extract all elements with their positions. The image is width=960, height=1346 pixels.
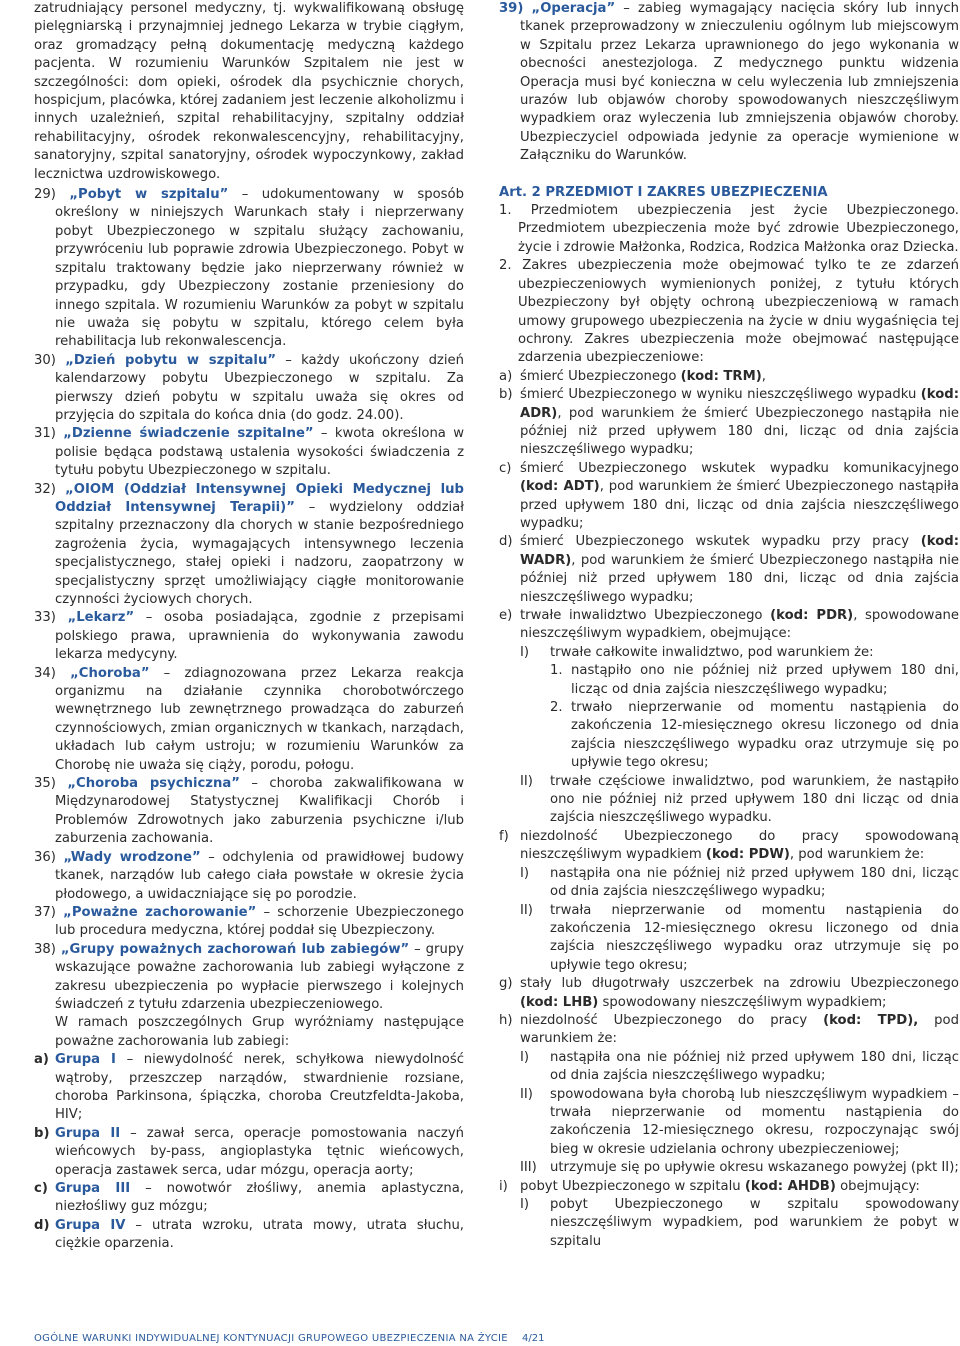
sub-label: I) [520,1197,530,1212]
def-term: „Operacja” [531,1,616,16]
sub-text: trwałe całkowite inwalidztwo, pod warunkiem że: [550,644,874,660]
item-text: stały lub długotrwały uszczerbek na zdrowiu Ubezpieczonego [520,976,959,992]
item-code: (kod: PDW) [705,847,790,863]
def-number: 29) [34,187,56,203]
def-term: „Lekarz” [67,610,135,626]
section-title: Art. 2 PRZEDMIOT I ZAKRES UBEZPIECZENIA [499,184,828,200]
sub-label: 2. [550,700,563,716]
group-label: c) [34,1181,48,1196]
right-column [499,0,959,1251]
item-text-post: obejmujący: [835,1178,920,1194]
def-text: – zdiagnozowana przez Lekarza reakcja organizmu na działanie czynnika chorobotwórczego wewnętrznego lub zewnętrznego prowadząca do zaburzeń czynnościowych, zmian organicznych w tkankach, narządach, układach lub całym ustroju; w rozumieniu Warunków za Chorobę nie uważa się ciąży, porodu, połogu. [55,665,464,773]
item-i [499,1178,959,1196]
def-term: „Wady wrodzone” [63,849,201,865]
item-label: a) [499,368,513,384]
item-label: d) [499,534,513,550]
definition-36 [34,849,464,904]
item-text-post: , pod warunkiem że śmierć Ubezpieczonego nastąpiła przed upływem 180 dni, licząc od dnia zajścia nieszczęśliwego wypadku; [520,479,959,531]
footer-title: OGÓLNE WARUNKI INDYWIDUALNEJ KONTYNUACJI GRUPOWEGO UBEZPIECZENIA NA ŻYCIE [34,1333,508,1344]
item-h-sub-3 [499,1159,959,1177]
def-text: – choroba zakwalifikowana w Międzynarodowej Statystycznej Kwalifikacji Chorób i Problemów Zdrowotnych jako zaburzenia psychiczne i/lub zaburzenia zachowania. [55,776,464,847]
intro-paragraph: zatrudniający personel medyczny, tj. wykwalifikowaną obsługę pielęgniarską i przynajmniej jednego Lekarza w trybie ciągłym, oraz gromadzący pełną dokumentację medyczną każdego pacjenta. W rozumieniu Warunków Szpitalem nie jest w szczególności: dom opieki, ośrodek dla psychicznie chorych, hospicjum, placówka, której zadaniem jest leczenie alkoholizmu i innych uzależnień, szpital rehabilitacyjny, szpitalny oddział rehabilitacyjny, ośrodek rekonwalescencyjny, rehabilitacyjny, sanatoryjny, szpital sanatoryjny, ośrodek wypoczynkowy, zakład lecznictwa uzdrowiskowego. [34,1,464,182]
paragraph-2 [499,257,959,367]
group-name: Grupa II [55,1125,121,1141]
def-term: „Choroba” [70,665,150,681]
item-f-sub-1 [499,865,959,902]
group-name: Grupa III [55,1181,131,1196]
item-code: (kod: ADR) [520,387,959,421]
item-text: niezdolność Ubezpieczonego do pracy [520,1012,824,1028]
def-text: – każdy ukończony dzień kalendarzowy pobytu Ubezpieczonego w szpitalu. Za pierwszy dzień pobytu w szpitalu uważa się okres od przyjęcia do szpitala do końca dnia (do godz. 24.00). [55,352,464,423]
item-label: f) [499,828,509,844]
item-code: (kod: AHDB) [744,1178,836,1194]
def-number: 36) [34,849,56,865]
definition-32 [34,481,464,610]
def-number: 31) [34,426,56,442]
item-text: śmierć Ubezpieczonego wskutek wypadku przy pracy [520,534,921,550]
item-text-post: , pod warunkiem że śmierć Ubezpieczonego nastąpiła nie później niż przed upływem 180 dni, licząc od dnia zajścia nieszczęśliwego wypadku; [520,552,959,605]
item-e [499,607,959,644]
def-number: 37) [34,904,56,920]
item-text: niezdolność Ubezpieczonego do pracy spowodowaną nieszczęśliwym wypadkiem [520,828,959,863]
sub-text: utrzymuje się po upływie okresu wskazanego powyżej (pkt II); [550,1160,959,1176]
sub-text: pobyt Ubezpieczonego w szpitalu spowodowany nieszczęśliwym wypadkiem, pod warunkiem że pobyt w szpitalu [550,1197,959,1249]
def-number: 33) [34,610,56,626]
item-a [499,368,959,386]
def-text: – wydzielony oddział szpitalny przeznaczony dla chorych w stanie bezpośredniego zagrożenia życia, wymagających intensywnego leczenia specjalistycznego, stałej opieki i nadzoru, zaopatrzony w specjalistyczny sprzęt umożliwiający ciągłe monitorowanie czynności życiowych chorych. [55,499,464,607]
item-label: i) [499,1178,508,1194]
groups-intro: W ramach poszczególnych Grup wyróżniamy następujące poważne zachorowania lub zabiegi: [55,1015,464,1049]
def-text: – odchylenia od prawidłowej budowy tkanek, narządów lub całego ciała powstałe w okresie życia płodowego, a uwidaczniające się po porodzie. [55,849,464,902]
group-c [34,1180,464,1217]
item-label: g) [499,976,513,992]
group-name: Grupa I [55,1052,116,1068]
para-number: 2. [499,258,512,274]
def-number: 38) [34,941,56,957]
def-text: – schorzenie Ubezpieczonego lub procedura medyczna, której poddał się Ubezpieczony. [55,904,464,939]
definition-30 [34,352,464,426]
item-code: (kod: TRM) [680,368,762,384]
sub-text: nastąpiła ona nie później niż przed upływem 180 dni, licząc od dnia zajścia nieszczęśliwego wypadku; [550,1049,959,1084]
def-text: – osoba posiadająca, zgodnie z przepisami polskiego prawa, uprawnienia do wykonywania zawodu lekarza medycyny. [55,610,464,663]
group-a [34,1051,464,1125]
group-d [34,1217,464,1254]
item-f [499,828,959,865]
item-d [499,533,959,607]
sub-text: nastąpiła ona nie później niż przed upływem 180 dni, licząc od dnia zajścia nieszczęśliwego wypadku; [550,865,959,900]
left-column [34,0,464,1254]
sub-label: II) [520,1086,533,1102]
definition-31 [34,425,464,480]
sub-text: trwałe częściowe inwalidztwo, pod warunkiem, że nastąpiło ono nie później niż przed upływem 180 dni licząc od dnia zajścia nieszczęśliwego wypadku. [550,773,959,826]
item-h-sub-1 [499,1049,959,1086]
para-text: Przedmiotem ubezpieczenia jest życie Ubezpieczonego. Przedmiotem ubezpieczenia może być zdrowie Ubezpieczonego, życie i zdrowie Małżonka, Rodzica, Rodzica Małżonka oraz Dziecka. [518,203,959,255]
item-i-sub-1 [499,1196,959,1251]
item-b [499,386,959,460]
spacer [499,166,959,184]
item-text-post: spowodowany nieszczęśliwym wypadkiem; [598,994,887,1010]
sub-text: trwało nieprzerwanie od momentu nastąpienia do zakończenia 12-miesięcznego okresu liczonego od dnia zajścia nieszczęśliwego wypadku oraz utrzymuje się po upływie tego okresu; [571,700,959,771]
def-number: 34) [34,665,56,681]
def-number: 35) [34,776,56,792]
group-b [34,1125,464,1180]
item-e-sub-2 [499,773,959,828]
item-text: trwałe inwalidztwo Ubezpieczonego [520,608,771,623]
item-e-sub-1 [499,644,959,662]
item-text: pobyt Ubezpieczonego w szpitalu [520,1178,745,1194]
group-label: b) [34,1125,50,1141]
definition-39 [499,0,959,166]
sub-label: I) [520,644,530,660]
group-text: – zawał serca, operacje pomostowania naczyń wieńcowych by-pass, angioplastyka tętnic wieńcowych, operacja zastawek serca, udar mózgu, operacja aorty; [55,1125,464,1178]
paragraph-1 [499,202,959,257]
def-text: – kwota określona w polisie będąca podstawą ustalenia wysokości świadczenia z tytułu pobytu Ubezpieczonego w szpitalu. [55,426,464,479]
definition-38 [34,941,464,1015]
item-text-post: pod warunkiem że: [520,1012,959,1047]
item-code: (kod: TPD), [823,1012,919,1028]
item-text-post: , pod warunkiem że: [789,847,925,863]
definition-37 [34,904,464,941]
def-number: 32) [34,481,56,497]
item-text-post: , [761,368,766,384]
item-code: (kod: ADT) [520,479,600,495]
item-label: b) [499,387,513,403]
item-g [499,975,959,1012]
sub-text: nastąpiło ono nie później niż przed upływem 180 dni, licząc od dnia zajścia nieszczęśliwego wypadku; [571,663,959,697]
def-text: – zabieg wymagający nacięcia skóry lub innych tkanek przeprowadzony w znieczuleniu ogólnym lub miejscowym w Szpitalu przez Lekarza uprawnionego do jego wykonania w obecności anestezjologa. Z medycznego punktu widzenia Operacja musi być konieczna w celu wyleczenia lub zmniejszenia urazów lub objawów choroby spowodowanych nieszczęśliwym wypadkiem oraz wyleczenia lub zmniejszenia objawów choroby. Ubezpieczyciel odpowiada jedynie za operacje wymienione w Załączniku do Warunków. [520,1,959,164]
item-code: (kod: PDR) [770,608,854,623]
item-f-sub-2 [499,902,959,976]
definition-33 [34,609,464,664]
sub-label: I) [520,1049,530,1065]
item-label: e) [499,608,513,623]
item-label: c) [499,460,512,476]
def-term: „Pobyt w szpitalu” [69,187,229,203]
definition-35 [34,775,464,849]
group-label: a) [34,1052,49,1068]
def-term: „Grupy poważnych zachorowań lub zabiegów” [60,941,410,957]
item-text: śmierć Ubezpieczonego [520,368,681,384]
item-text: śmierć Ubezpieczonego w wyniku nieszczęśliwego wypadku [520,387,921,403]
def-term: „Choroba psychiczna” [67,776,240,792]
sub-text: trwała nieprzerwanie od momentu nastąpienia do zakończenia 12-miesięcznego okresu liczonego od dnia zajścia nieszczęśliwego wypadku oraz utrzymuje się po upływie tego okresu; [550,902,959,973]
def-text: – grupy wskazujące poważne zachorowania lub zabiegi wyłączone z zakresu ubezpieczenia po wypłacie pierwszego i kolejnych świadczeń z tytułu zdarzenia ubezpieczeniowego. [55,941,464,1012]
item-c [499,460,959,534]
item-h [499,1012,959,1049]
item-text: śmierć Ubezpieczonego wskutek wypadku komunikacyjnego [520,460,959,476]
sub-label: III) [520,1160,537,1176]
item-h-sub-2 [499,1086,959,1160]
item-e-sub-1-1 [499,662,959,699]
item-code: (kod: WADR) [520,534,959,568]
definition-29 [34,186,464,352]
sub-label: 1. [550,663,563,679]
def-text: – udokumentowany w sposób określony w niniejszych Warunkach stały i nieprzerwany pobyt Ubezpieczonego w szpitalu służący zachowaniu, przywróceniu lub poprawie zdrowia Ubezpieczonego. Pobyt w szpitalu traktowany będzie jako nieprzerwany również w przypadku, gdy Ubezpieczony zostanie przeniesiony do innego szpitala. W rozumieniu Warunków za pobyt w szpitalu nie uważa się pobytu w szpitalu, którego celem była rehabilitacja lub rekonwalescencja. [55,187,464,350]
para-text: Zakres ubezpieczenia może obejmować tylko te ze zdarzeń ubezpieczeniowych wymienionych poniżej, z tytułu których Ubezpieczony był objęty ochroną ubezpieczeniową w ramach umowy grupowego ubezpieczenia na życie w dniu wygaśnięcia tej ochrony. Zakres ubezpieczenia może obejmować następujące zdarzenia ubezpieczeniowe: [518,258,959,366]
def-term: „Poważne zachorowanie” [63,904,257,920]
item-text-post: , pod warunkiem że śmierć Ubezpieczonego nastąpiła nie później niż przed upływem 180 dni, licząc od dnia zajścia nieszczęśliwego wypadku; [520,405,959,458]
definition-34 [34,665,464,775]
item-label: h) [499,1012,513,1028]
group-text: – niewydolność nerek, schyłkowa niewydolność wątroby, przeszczep narządów, stwardnienie rozsiane, choroba Parkinsona, śpiączka, choroba Creutzfeldta-Jakoba, HIV; [55,1052,464,1123]
group-name: Grupa IV [55,1217,126,1233]
group-text: – nowotwór złośliwy, anemia aplastyczna, niezłośliwy guz mózgu; [55,1181,464,1215]
sub-label: II) [520,773,533,789]
sub-label: II) [520,902,533,918]
def-number: 30) [34,352,56,368]
sub-text: spowodowana była chorobą lub nieszczęśliwym wypadkiem – trwała nieprzerwanie od momentu nastąpienia do zakończenia 12-miesięcznego okresu, rozpoczynając swój bieg w okresie udzielania ochrony ubezpieczeniowej; [550,1086,959,1157]
def-term: „Dzień pobytu w szpitalu” [65,352,276,368]
para-number: 1. [499,203,512,219]
page-number: 4/21 [522,1333,545,1344]
item-text-post: , spowodowane nieszczęśliwym wypadkiem, obejmujące: [520,608,959,642]
def-term: „Dzienne świadczenie szpitalne” [63,426,314,442]
item-e-sub-1-2 [499,699,959,773]
group-text: – utrata wzroku, utrata mowy, utrata słuchu, ciężkie oparzenia. [55,1217,464,1252]
def-term: „OIOM (Oddział Intensywnej Opieki Medycznej lub Oddział Intensywnej Terapii)” [55,481,464,515]
def-number: 39) [499,1,524,16]
group-label: d) [34,1217,50,1233]
item-code: (kod: LHB) [520,994,599,1010]
sub-label: I) [520,865,530,881]
